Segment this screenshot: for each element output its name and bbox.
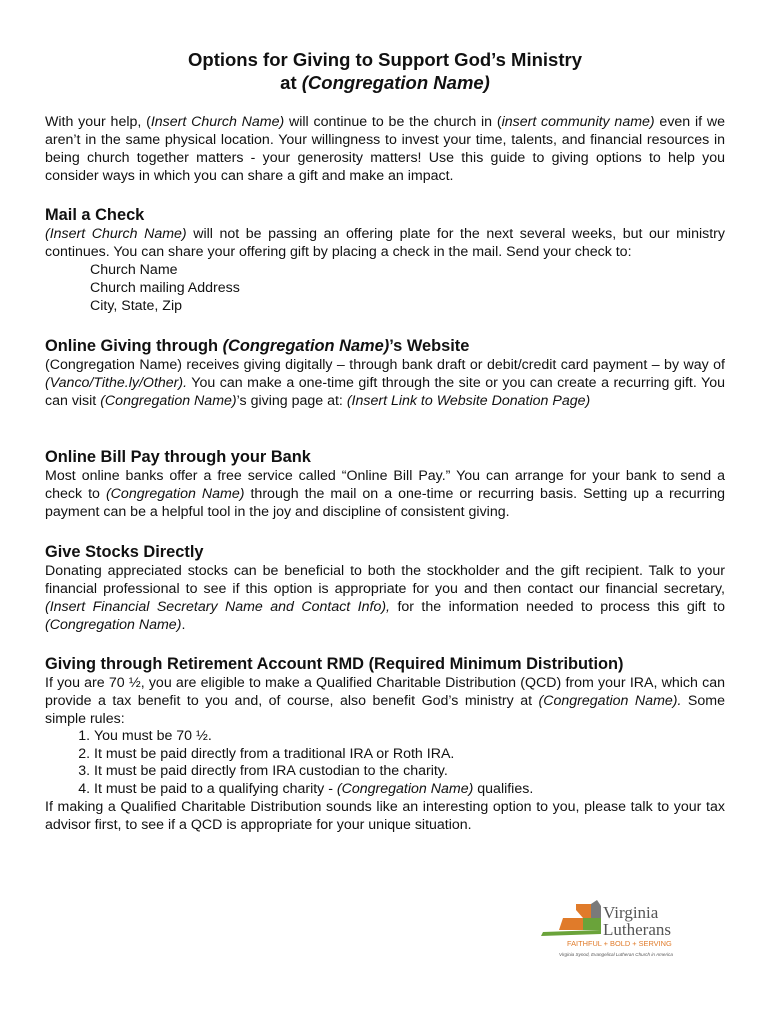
section-heading: Online Bill Pay through your Bank (45, 448, 311, 466)
intro-paragraph: With your help, (Insert Church Name) will continue to be the church in (insert community name) even if we aren’t in the same physical location. Your willingness to invest your time, talents, and financial resources in being church together matters - your generosity matters! Use this guide to giving options to help you consider ways in which you can share a gift and make an impact. (45, 114, 726, 184)
title-line-2: at (Congregation Name) (280, 72, 490, 93)
svg-text:Virginia: Virginia (603, 903, 659, 922)
section-mail-check (45, 205, 725, 315)
section-paragraph: (Insert Church Name) will not be passing an offering plate for the next several weeks, but our ministry continues. You can share your offering gift by placing a check in the mail. Send your check to: (45, 226, 725, 260)
closing-paragraph: If making a Qualified Charitable Distribution sounds like an interesting option to you, please talk to your tax advisor first, to see if a QCD is appropriate for your unique situation. (45, 799, 725, 833)
page-title (45, 48, 725, 94)
section-paragraph: If you are 70 ½, you are eligible to make a Qualified Charitable Distribution (QCD) from your IRA, which can provide a tax benefit to you and, of course, also benefit God’s ministry at (Congregation Name). Some simple rules: (45, 675, 725, 727)
section-heading: Giving through Retirement Account RMD (Required Minimum Distribution) (45, 655, 624, 673)
section-heading: Give Stocks Directly (45, 543, 204, 561)
section-paragraph: Most online banks offer a free service called “Online Bill Pay.” You can arrange for your bank to send a check to (Congregation Name) through the mail on a one-time or recurring basis. Setting up a recurring payment can be a helpful tool in the joy and discipline of consistent giving. (45, 468, 725, 520)
title-line-1: Options for Giving to Support God’s Ministry (188, 49, 582, 70)
section-paragraph: Donating appreciated stocks can be beneficial to both the stockholder and the gift recipient. Talk to your financial professional to see if this option is appropriate for you and then contact our financial secretary, (Insert Financial Secretary Name and Contact Info), for the information needed to process this gift to (Congregation Name). (45, 563, 726, 633)
virginia-lutherans-logo (541, 900, 701, 960)
address-line: City, State, Zip (90, 298, 182, 314)
section-online-giving (45, 336, 725, 410)
address-line: Church mailing Address (90, 280, 240, 296)
svg-text:Lutherans: Lutherans (603, 920, 671, 939)
svg-text:Virginia Synod, Evangelical Lu: Virginia Synod, Evangelical Lutheran Church in America (559, 952, 673, 957)
section-bill-pay (45, 447, 725, 521)
section-rmd (45, 654, 725, 834)
section-stocks (45, 542, 725, 634)
svg-text:FAITHFUL + BOLD + SERVING: FAITHFUL + BOLD + SERVING (567, 939, 672, 948)
address-line: Church Name (90, 262, 178, 278)
rules-list (45, 728, 725, 798)
list-item: 2. It must be paid directly from a traditional IRA or Roth IRA. (94, 746, 725, 764)
list-item: 4. It must be paid to a qualifying charity - (Congregation Name) qualifies. (94, 781, 725, 799)
section-heading: Mail a Check (45, 206, 145, 224)
list-item: 1. You must be 70 ½. (94, 728, 725, 746)
list-item: 3. It must be paid directly from IRA custodian to the charity. (94, 763, 725, 781)
logo-mark-icon (541, 900, 701, 960)
section-heading: Online Giving through (Congregation Name)’s Website (45, 337, 470, 355)
mailing-address (45, 261, 725, 315)
section-paragraph: (Congregation Name) receives giving digitally – through bank draft or debit/credit card payment – by way of (Vanco/Tithe.ly/Other). You can make a one-time gift through the site or you can create a recurring gift. You can visit (Congregation Name)’s giving page at: (Insert Link to Website Donation Page) (45, 357, 725, 409)
